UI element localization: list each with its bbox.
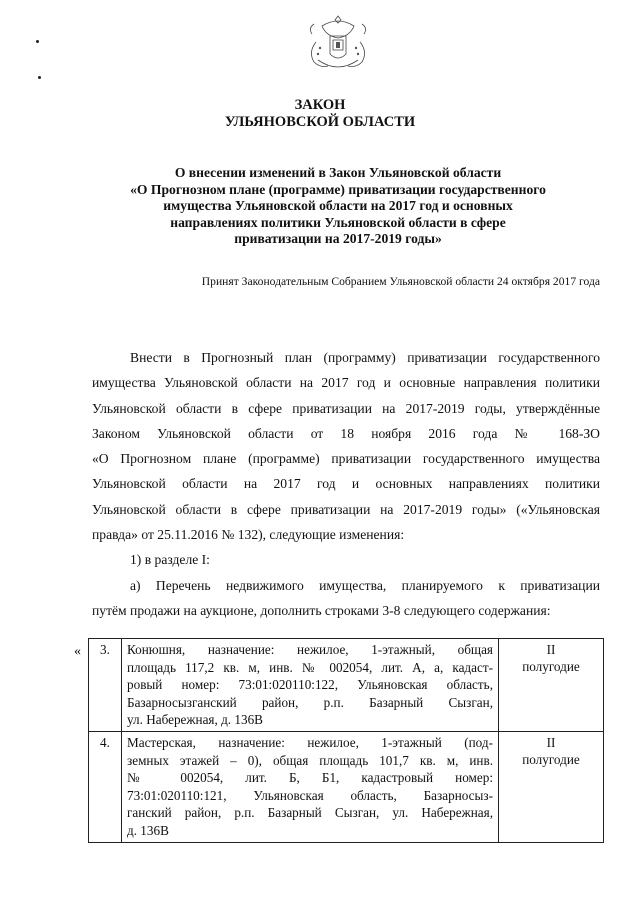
intro-line: имущества Ульяновской области на 2017 год и основные направления политики (92, 375, 600, 391)
row-number: 3. (89, 639, 122, 732)
region-title: УЛЬЯНОВСКОЙ ОБЛАСТИ (224, 114, 416, 130)
desc-line: Мастерская, назначение: нежилое, 1-этажный (под- (127, 734, 493, 750)
row-description (122, 731, 499, 842)
intro-line: Ульяновской области в сфере приватизации на 2017-2019 годы, утверждённые (92, 400, 600, 416)
intro-line: Ульяновской области в сфере приватизации на 2017-2019 годы» («Ульяновская (92, 501, 600, 517)
adoption-note: Принят Законодательным Собранием Ульяновской области 24 октября 2017 года (201, 275, 600, 288)
item-1: 1) в разделе I: (130, 552, 210, 568)
desc-line: Конюшня, назначение: нежилое, 1-этажный, общая (127, 642, 493, 657)
period-word: полугодие (522, 751, 580, 767)
period-half: II (546, 642, 556, 657)
row-period (499, 639, 604, 732)
desc-line: площадь 117,2 кв. м, инв. № 002054, лит. А, а, кадаст- (127, 659, 493, 675)
law-subject (100, 165, 576, 248)
open-quote: « (74, 644, 81, 659)
desc-line: земных этажей – 0), общая площадь 101,7 кв. м, инв. (127, 752, 493, 768)
subject-line: О внесении изменений в Закон Ульяновской области (174, 165, 502, 180)
intro-line: Внести в Прогнозный план (программу) приватизации государственного (130, 350, 600, 365)
desc-line: ганский район, р.п. Базарный Сызган, ул. Набережная, (127, 805, 493, 821)
item-a-line: а) Перечень недвижимого имущества, планируемого к приватизации (130, 577, 600, 593)
desc-line: № 002054, лит. Б, Б1, кадастровый номер: (127, 770, 493, 786)
intro-line: «О Прогнозном плане (программе) приватизации государственного имущества (92, 451, 600, 467)
period-half: II (546, 734, 556, 750)
coat-of-arms-icon (302, 12, 374, 76)
subject-line: имущества Ульяновской области на 2017 год и основных (163, 198, 513, 214)
property-table (88, 638, 604, 843)
subject-line: направлениях политики Ульяновской области в сфере (170, 214, 506, 230)
row-period (499, 731, 604, 842)
row-number: 4. (89, 731, 122, 842)
item-a-line: путём продажи на аукционе, дополнить строками 3-8 следующего содержания: (92, 602, 551, 618)
desc-line: д. 136В (127, 822, 169, 838)
law-word: ЗАКОН (294, 97, 346, 113)
desc-line: ул. Набережная, д. 136В (127, 712, 263, 728)
desc-line: 73:01:020110:121, Ульяновская область, Базарносыз- (127, 787, 493, 803)
intro-line: правда» от 25.11.2016 № 132), следующие изменения: (92, 527, 405, 543)
desc-line: ровый номер: 73:01:020110:122, Ульяновская область, (127, 677, 493, 693)
intro-line: Ульяновской области на 2017 год и основных направлениях политики (92, 476, 600, 492)
desc-line: Базарносызганский район, р.п. Базарный Сызган, (127, 694, 493, 710)
period-word: полугодие (522, 659, 580, 674)
intro-paragraph (92, 345, 600, 623)
row-description (122, 639, 499, 732)
scan-mark (38, 76, 41, 79)
subject-line: приватизации на 2017-2019 годы» (234, 231, 442, 247)
table-row (89, 731, 604, 842)
table-row (89, 639, 604, 732)
scan-mark (36, 40, 39, 43)
subject-line: «О Прогнозном плане (программе) приватизации государственного (130, 181, 546, 197)
intro-line: Законом Ульяновской области от 18 ноября 2016 года № 168-ЗО (92, 425, 600, 441)
